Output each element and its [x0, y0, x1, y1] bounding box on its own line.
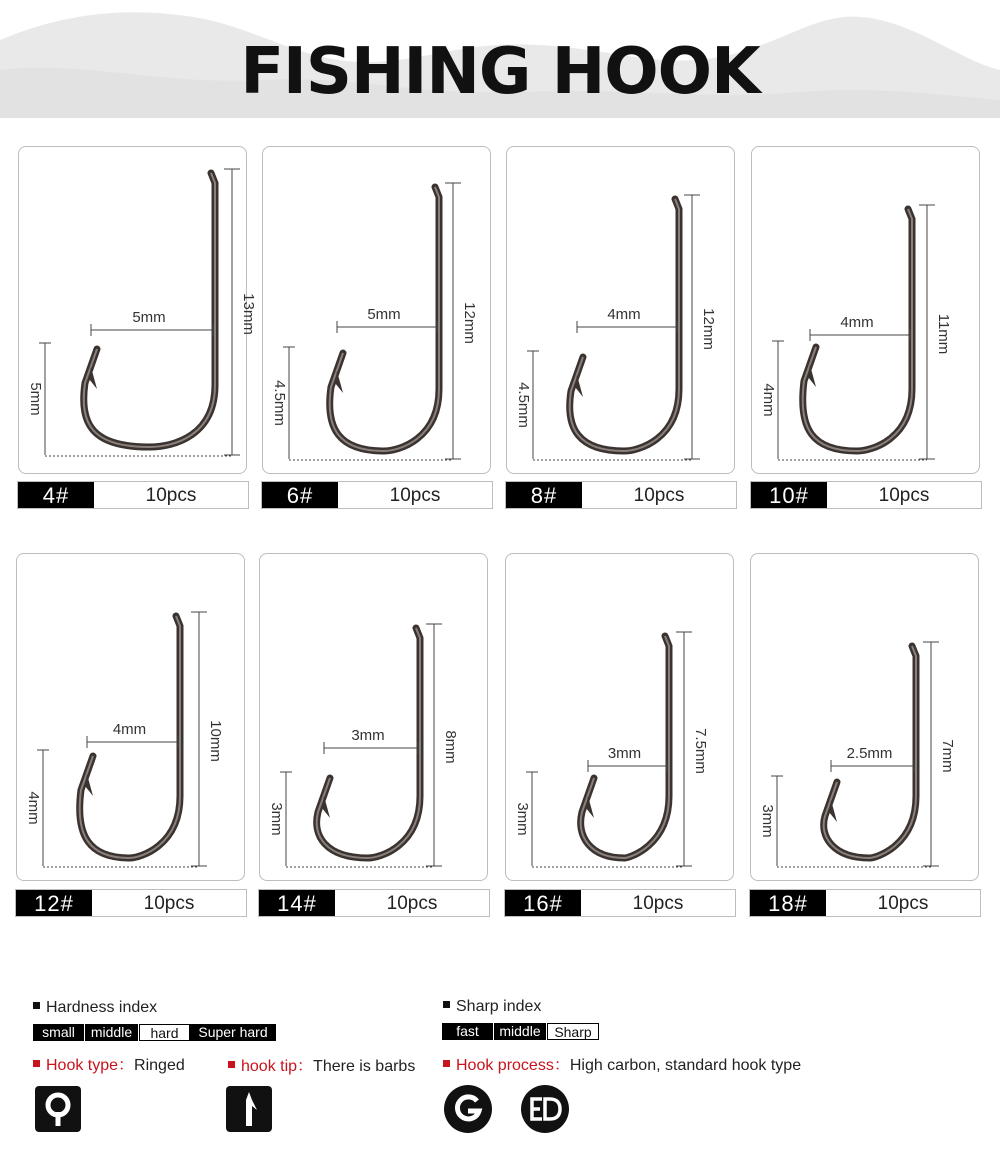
length-label: 7.5mm	[692, 728, 709, 774]
hook-size-label: 16#	[505, 890, 581, 916]
hook-type-value: Ringed	[134, 1057, 185, 1074]
gap-label: 5mm	[367, 306, 401, 323]
hook-quantity-label: 10pcs	[633, 485, 685, 506]
hardness-label: Hardness index	[46, 999, 158, 1016]
hook-size-bar	[15, 889, 247, 917]
barb-tip-icon	[226, 1086, 272, 1132]
point-height-label: 5mm	[27, 382, 44, 416]
header-banner	[0, 0, 1000, 118]
scale-level-hard: hard	[139, 1024, 190, 1041]
ring-hook-icon	[35, 1086, 81, 1132]
scale-level-small: small	[33, 1024, 85, 1041]
length-label: 12mm	[700, 308, 717, 350]
hook-quantity-label: 10pcs	[632, 893, 684, 914]
hook-size-label: 14#	[259, 890, 335, 916]
hook-size-label: 6#	[262, 482, 338, 508]
point-height-label: 3mm	[759, 804, 776, 838]
hook-size-label: 12#	[16, 890, 92, 916]
point-height-label: 4.5mm	[515, 382, 532, 428]
hook-card-8	[506, 146, 735, 474]
scale-level-middle: middle	[85, 1024, 139, 1041]
hook-size-label: 18#	[750, 890, 826, 916]
point-height-label: 3mm	[514, 802, 531, 836]
hook-card-6	[262, 146, 491, 474]
gap-label: 4mm	[607, 306, 641, 323]
scale-level-super-hard: Super hard	[190, 1024, 277, 1041]
hook-process-row	[443, 1052, 801, 1075]
hook-tip-value: There is barbs	[313, 1058, 416, 1075]
length-label: 10mm	[207, 720, 224, 762]
hook-card-16	[505, 553, 734, 881]
hook-quantity-label: 10pcs	[145, 485, 197, 506]
page-title: FISHING HOOK	[240, 35, 760, 109]
length-label: 8mm	[442, 730, 459, 764]
hook-tip-key: hook tip：	[241, 1058, 314, 1075]
length-label: 11mm	[935, 313, 952, 355]
length-label: 12mm	[461, 302, 478, 344]
scale-level-fast: fast	[442, 1023, 494, 1040]
gap-label: 2.5mm	[846, 745, 893, 762]
hook-size-bar	[261, 481, 493, 509]
hook-size-label: 8#	[506, 482, 582, 508]
gap-label: 4mm	[840, 314, 874, 331]
point-height-label: 4.5mm	[271, 380, 288, 426]
hook-card-12	[16, 553, 245, 881]
hook-size-bar	[749, 889, 981, 917]
g-mark-icon	[443, 1084, 493, 1134]
hook-size-bar	[750, 481, 982, 509]
bullet-icon	[33, 1002, 40, 1009]
bullet-icon	[443, 1001, 450, 1008]
scale-level-sharp: Sharp	[547, 1023, 599, 1040]
length-label: 7mm	[939, 739, 956, 773]
scale-level-middle: middle	[494, 1023, 547, 1040]
hook-card-4	[18, 146, 257, 474]
ed-mark-icon	[520, 1084, 570, 1134]
bullet-icon	[228, 1061, 235, 1068]
hook-type-key: Hook type：	[46, 1057, 135, 1074]
hook-body	[570, 199, 679, 451]
hook-tip-row	[228, 1053, 415, 1076]
hook-highlight	[570, 199, 679, 451]
hook-process-value: High carbon, standard hook type	[569, 1057, 802, 1074]
sharp-label: Sharp index	[456, 998, 542, 1015]
bullet-icon	[443, 1060, 450, 1067]
hook-quantity-label: 10pcs	[878, 485, 930, 506]
gap-label: 3mm	[607, 745, 642, 762]
gap-label: 3mm	[351, 727, 385, 744]
hook-quantity-label: 10pcs	[877, 893, 929, 914]
hook-quantity-label: 10pcs	[386, 893, 438, 914]
length-label: 13mm	[240, 293, 257, 335]
hook-process-key: Hook process：	[456, 1057, 570, 1074]
hook-card-18	[750, 553, 979, 881]
gap-label: 4mm	[112, 721, 147, 738]
hook-size-bar	[504, 889, 736, 917]
sharp-scale	[442, 1023, 599, 1040]
hook-size-bar	[258, 889, 490, 917]
hook-size-bar	[17, 481, 249, 509]
hook-size-bar	[505, 481, 737, 509]
bullet-icon	[33, 1060, 40, 1067]
hook-size-label: 10#	[751, 482, 827, 508]
hardness-label-row	[33, 999, 157, 1017]
point-height-label: 4mm	[760, 383, 777, 417]
hook-size-label: 4#	[18, 482, 94, 508]
gap-label: 5mm	[132, 309, 166, 326]
hook-card-14	[259, 553, 488, 881]
hook-quantity-label: 10pcs	[389, 485, 441, 506]
hook-type-row	[33, 1052, 185, 1075]
point-height-label: 3mm	[268, 802, 285, 836]
hook-quantity-label: 10pcs	[143, 893, 195, 914]
hook-card-10	[751, 146, 980, 474]
hardness-scale	[33, 1024, 277, 1041]
sharp-label-row	[443, 998, 541, 1016]
point-height-label: 4mm	[25, 791, 42, 825]
